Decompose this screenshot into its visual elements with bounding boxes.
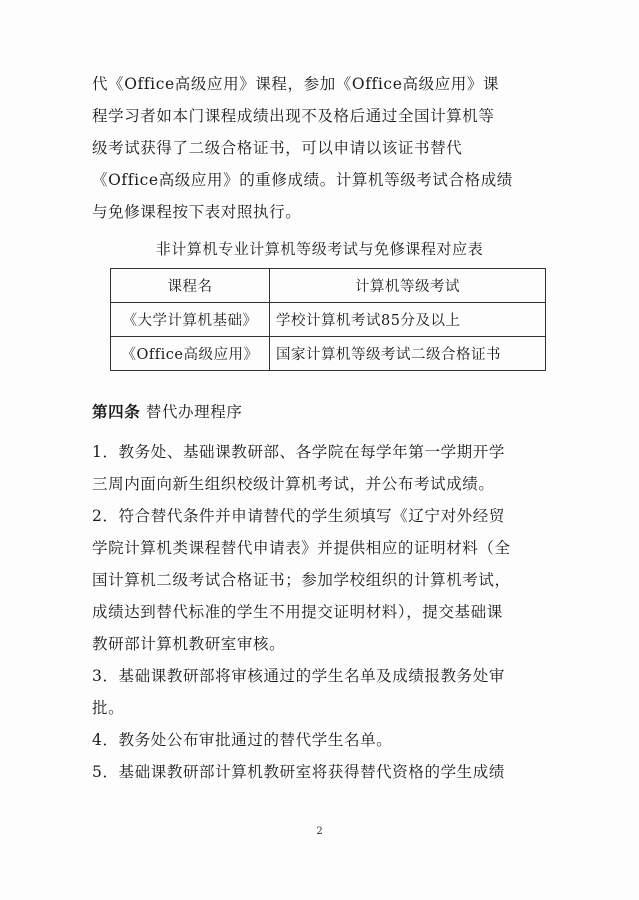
list-item-line: 批。 — [92, 699, 125, 717]
course-exemption-table — [110, 268, 546, 371]
text-line: 代《Office高级应用》课程，参加《Office高级应用》课 — [92, 75, 500, 93]
text-line: 《Office高级应用》的重修成绩。计算机等级考试合格成绩 — [92, 171, 513, 189]
text-line: 与免修课程按下表对照执行。 — [92, 203, 302, 221]
table-cell-course: 《大学计算机基础》 — [111, 303, 270, 337]
paragraph-article3-continuation — [92, 68, 547, 228]
table-caption: 非计算机专业计算机等级考试与免修课程对应表 — [155, 240, 484, 258]
article-label: 第四条 — [92, 402, 141, 421]
table-cell-exam: 国家计算机等级考试二级合格证书 — [270, 337, 546, 371]
list-item-line: 国计算机二级考试合格证书；参加学校组织的计算机考试， — [92, 571, 511, 589]
table-header-row — [111, 269, 546, 303]
list-item-line: 1．教务处、基础课教研部、各学院在每学年第一学期开学 — [92, 443, 505, 461]
list-item-line: 三周内面向新生组织校级计算机考试，并公布考试成绩。 — [92, 475, 495, 493]
list-item-line: 学院计算机类课程替代申请表》并提供相应的证明材料（全 — [92, 539, 511, 557]
procedure-list — [92, 436, 547, 788]
table-row — [111, 337, 546, 371]
table-cell-exam: 学校计算机考试85分及以上 — [270, 303, 546, 337]
list-item-line: 2．符合替代条件并申请替代的学生须填写《辽宁对外经贸 — [92, 507, 505, 525]
article-title: 替代办理程序 — [145, 403, 243, 421]
text-line: 级考试获得了二级合格证书，可以申请以该证书替代 — [92, 139, 463, 157]
column-header-exam: 计算机等级考试 — [270, 269, 546, 303]
list-item-line: 成绩达到替代标准的学生不用提交证明材料），提交基础课 — [92, 603, 503, 621]
table-cell-course: 《Office高级应用》 — [111, 337, 270, 371]
table-row — [111, 303, 546, 337]
article-heading — [92, 400, 242, 422]
list-item-line: 4．教务处公布审批通过的替代学生名单。 — [92, 731, 393, 749]
list-item-line: 教研部计算机教研室审核。 — [92, 635, 286, 653]
text-line: 程学习者如本门课程成绩出现不及格后通过全国计算机等 — [92, 107, 495, 125]
list-item-line: 5．基础课教研部计算机教研室将获得替代资格的学生成绩 — [92, 763, 505, 781]
list-item-line: 3．基础课教研部将审核通过的学生名单及成绩报教务处审 — [92, 667, 505, 685]
column-header-course: 课程名 — [111, 269, 270, 303]
page-number: 2 — [316, 826, 323, 837]
